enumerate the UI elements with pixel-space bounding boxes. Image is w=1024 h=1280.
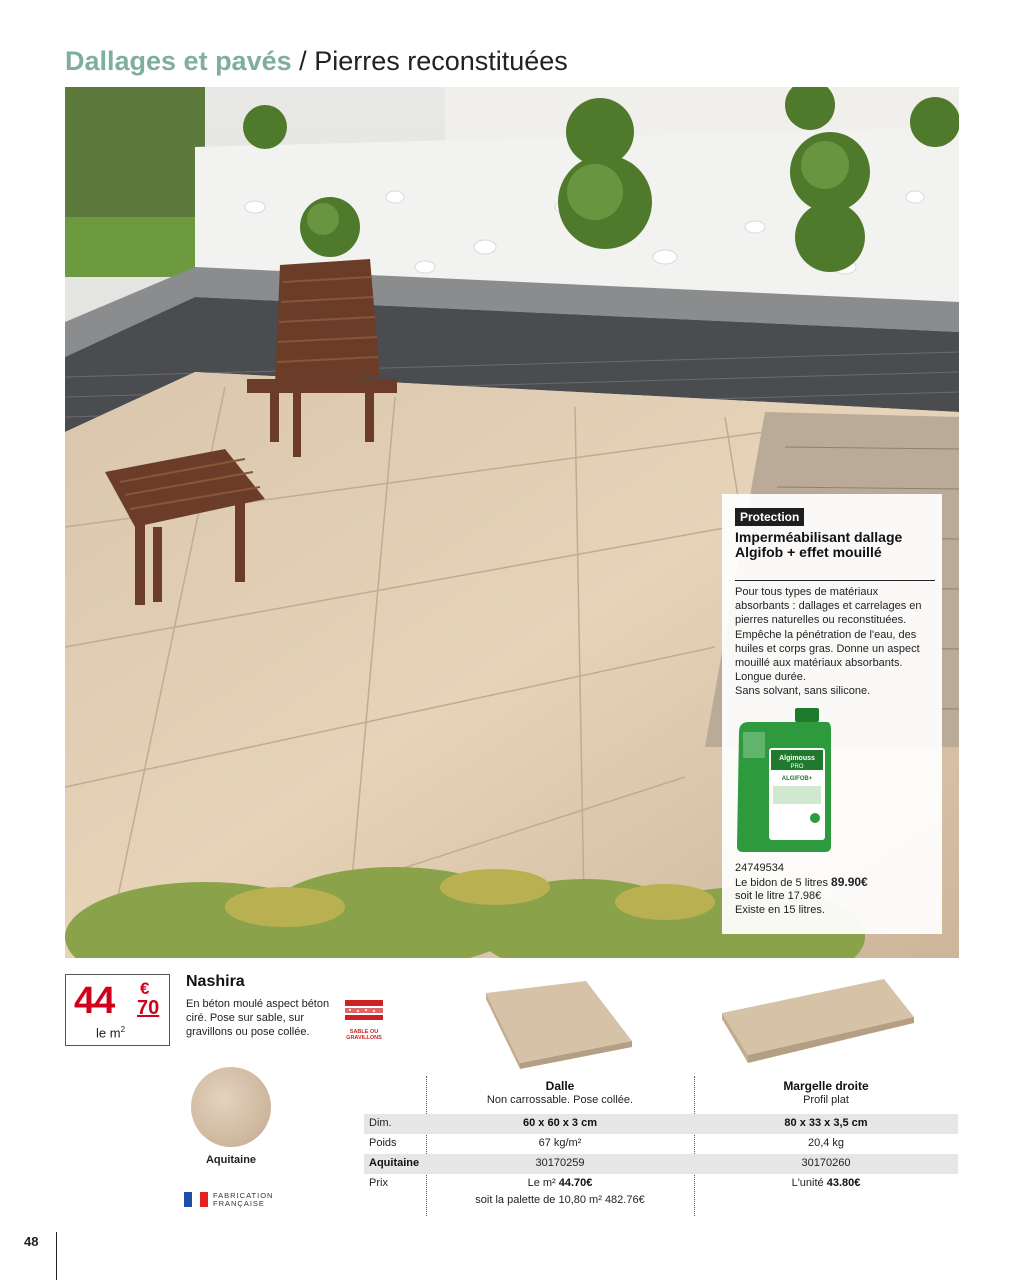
cell: 60 x 60 x 3 cm	[522, 1117, 597, 1129]
table-row	[364, 1154, 958, 1174]
color-swatch-aquitaine	[191, 1067, 271, 1147]
pallet-price: soit la palette de 10,80 m² 482.76€	[475, 1194, 645, 1206]
per-litre-price: 17.98€	[787, 890, 822, 903]
category-title: Dallages et pavés	[65, 46, 292, 76]
row-label: Dim.	[369, 1117, 392, 1129]
per-litre-label: soit le litre	[735, 890, 785, 903]
cell: 30170260	[801, 1157, 851, 1169]
page-number: 48	[24, 1234, 39, 1249]
protection-ref: 24749534	[735, 862, 784, 874]
row-label: Prix	[369, 1177, 388, 1189]
divider	[735, 580, 935, 581]
price-decimal: 70	[137, 997, 160, 1019]
price-integer: 44	[74, 980, 115, 1022]
col-title-margelle: Margelle droite	[783, 1079, 869, 1093]
col-header-margelle	[694, 1080, 958, 1107]
color-swatch-label: Aquitaine	[205, 1154, 257, 1166]
price-box	[65, 974, 170, 1046]
cell: Le m² 44.70€	[527, 1177, 593, 1189]
col-title-dalle: Dalle	[545, 1079, 575, 1093]
bidon-price: 89.90€	[831, 874, 868, 889]
protection-description-text-2: Sans solvant, sans silicone.	[735, 685, 871, 698]
cell: 80 x 33 x 3,5 cm	[784, 1117, 868, 1129]
french-flag-icon	[184, 1192, 208, 1207]
table-row	[364, 1174, 958, 1194]
margelle-price: 43.80€	[826, 1177, 861, 1189]
dalle-price: 44.70€	[558, 1177, 593, 1189]
bottle-brand: Algimouss	[779, 755, 815, 762]
cell: L'unité 43.80€	[791, 1177, 861, 1189]
bottle-sub: PRO	[790, 764, 804, 770]
other-size: Existe en 15 litres.	[735, 903, 825, 916]
protection-description-text: Pour tous types de matériaux absorbants : dallages et carrelages en pierres naturelles ou reconstituées. Empêche la pénétration de l'eau, des huiles et corps gras. Donne un aspect mouillé aux matériaux absorbants. Longue durée.	[735, 586, 922, 684]
bottle-product: ALGIFOB+	[781, 776, 813, 782]
product-description: En béton moulé aspect béton ciré. Pose sur sable, sur gravillons ou pose collée.	[186, 998, 330, 1038]
protection-price-info	[735, 862, 940, 917]
price-currency: €	[140, 979, 150, 998]
table-row	[364, 1114, 958, 1134]
cell: 67 kg/m²	[538, 1137, 582, 1149]
table-row	[364, 1134, 958, 1154]
dalle-image	[480, 975, 640, 1070]
cell: 30170259	[535, 1157, 585, 1169]
protection-title: Imperméabilisant dallage Algifob + effet mouillé	[735, 529, 903, 560]
row-label: Poids	[369, 1137, 397, 1149]
title-separator: /	[299, 46, 307, 76]
margelle-image	[716, 975, 916, 1065]
price-unit: le $m^2$	[96, 1025, 126, 1041]
bidon-label: Le bidon de 5 litres	[735, 876, 828, 889]
protection-description	[735, 585, 935, 699]
product-name: Nashira	[186, 973, 245, 990]
col-subtitle-margelle: Profil plat	[803, 1094, 849, 1106]
col-header-dalle	[426, 1080, 694, 1107]
col-subtitle-dalle: Non carrossable. Pose collée.	[486, 1094, 634, 1106]
cell: 20,4 kg	[807, 1137, 845, 1149]
page-title	[65, 46, 568, 77]
subcategory-title: Pierres reconstituées	[314, 46, 568, 76]
product-bottle-image	[735, 708, 833, 852]
pose-sable-label: SABLE OU GRAVILLONS	[346, 1029, 382, 1041]
page-rule	[56, 1232, 57, 1280]
protection-tag: Protection	[735, 508, 804, 526]
pose-sable-icon	[344, 999, 384, 1045]
row-label: Aquitaine	[369, 1157, 420, 1169]
origin-label: FABRICATION FRANÇAISE	[213, 1191, 274, 1208]
protection-panel	[722, 494, 942, 934]
